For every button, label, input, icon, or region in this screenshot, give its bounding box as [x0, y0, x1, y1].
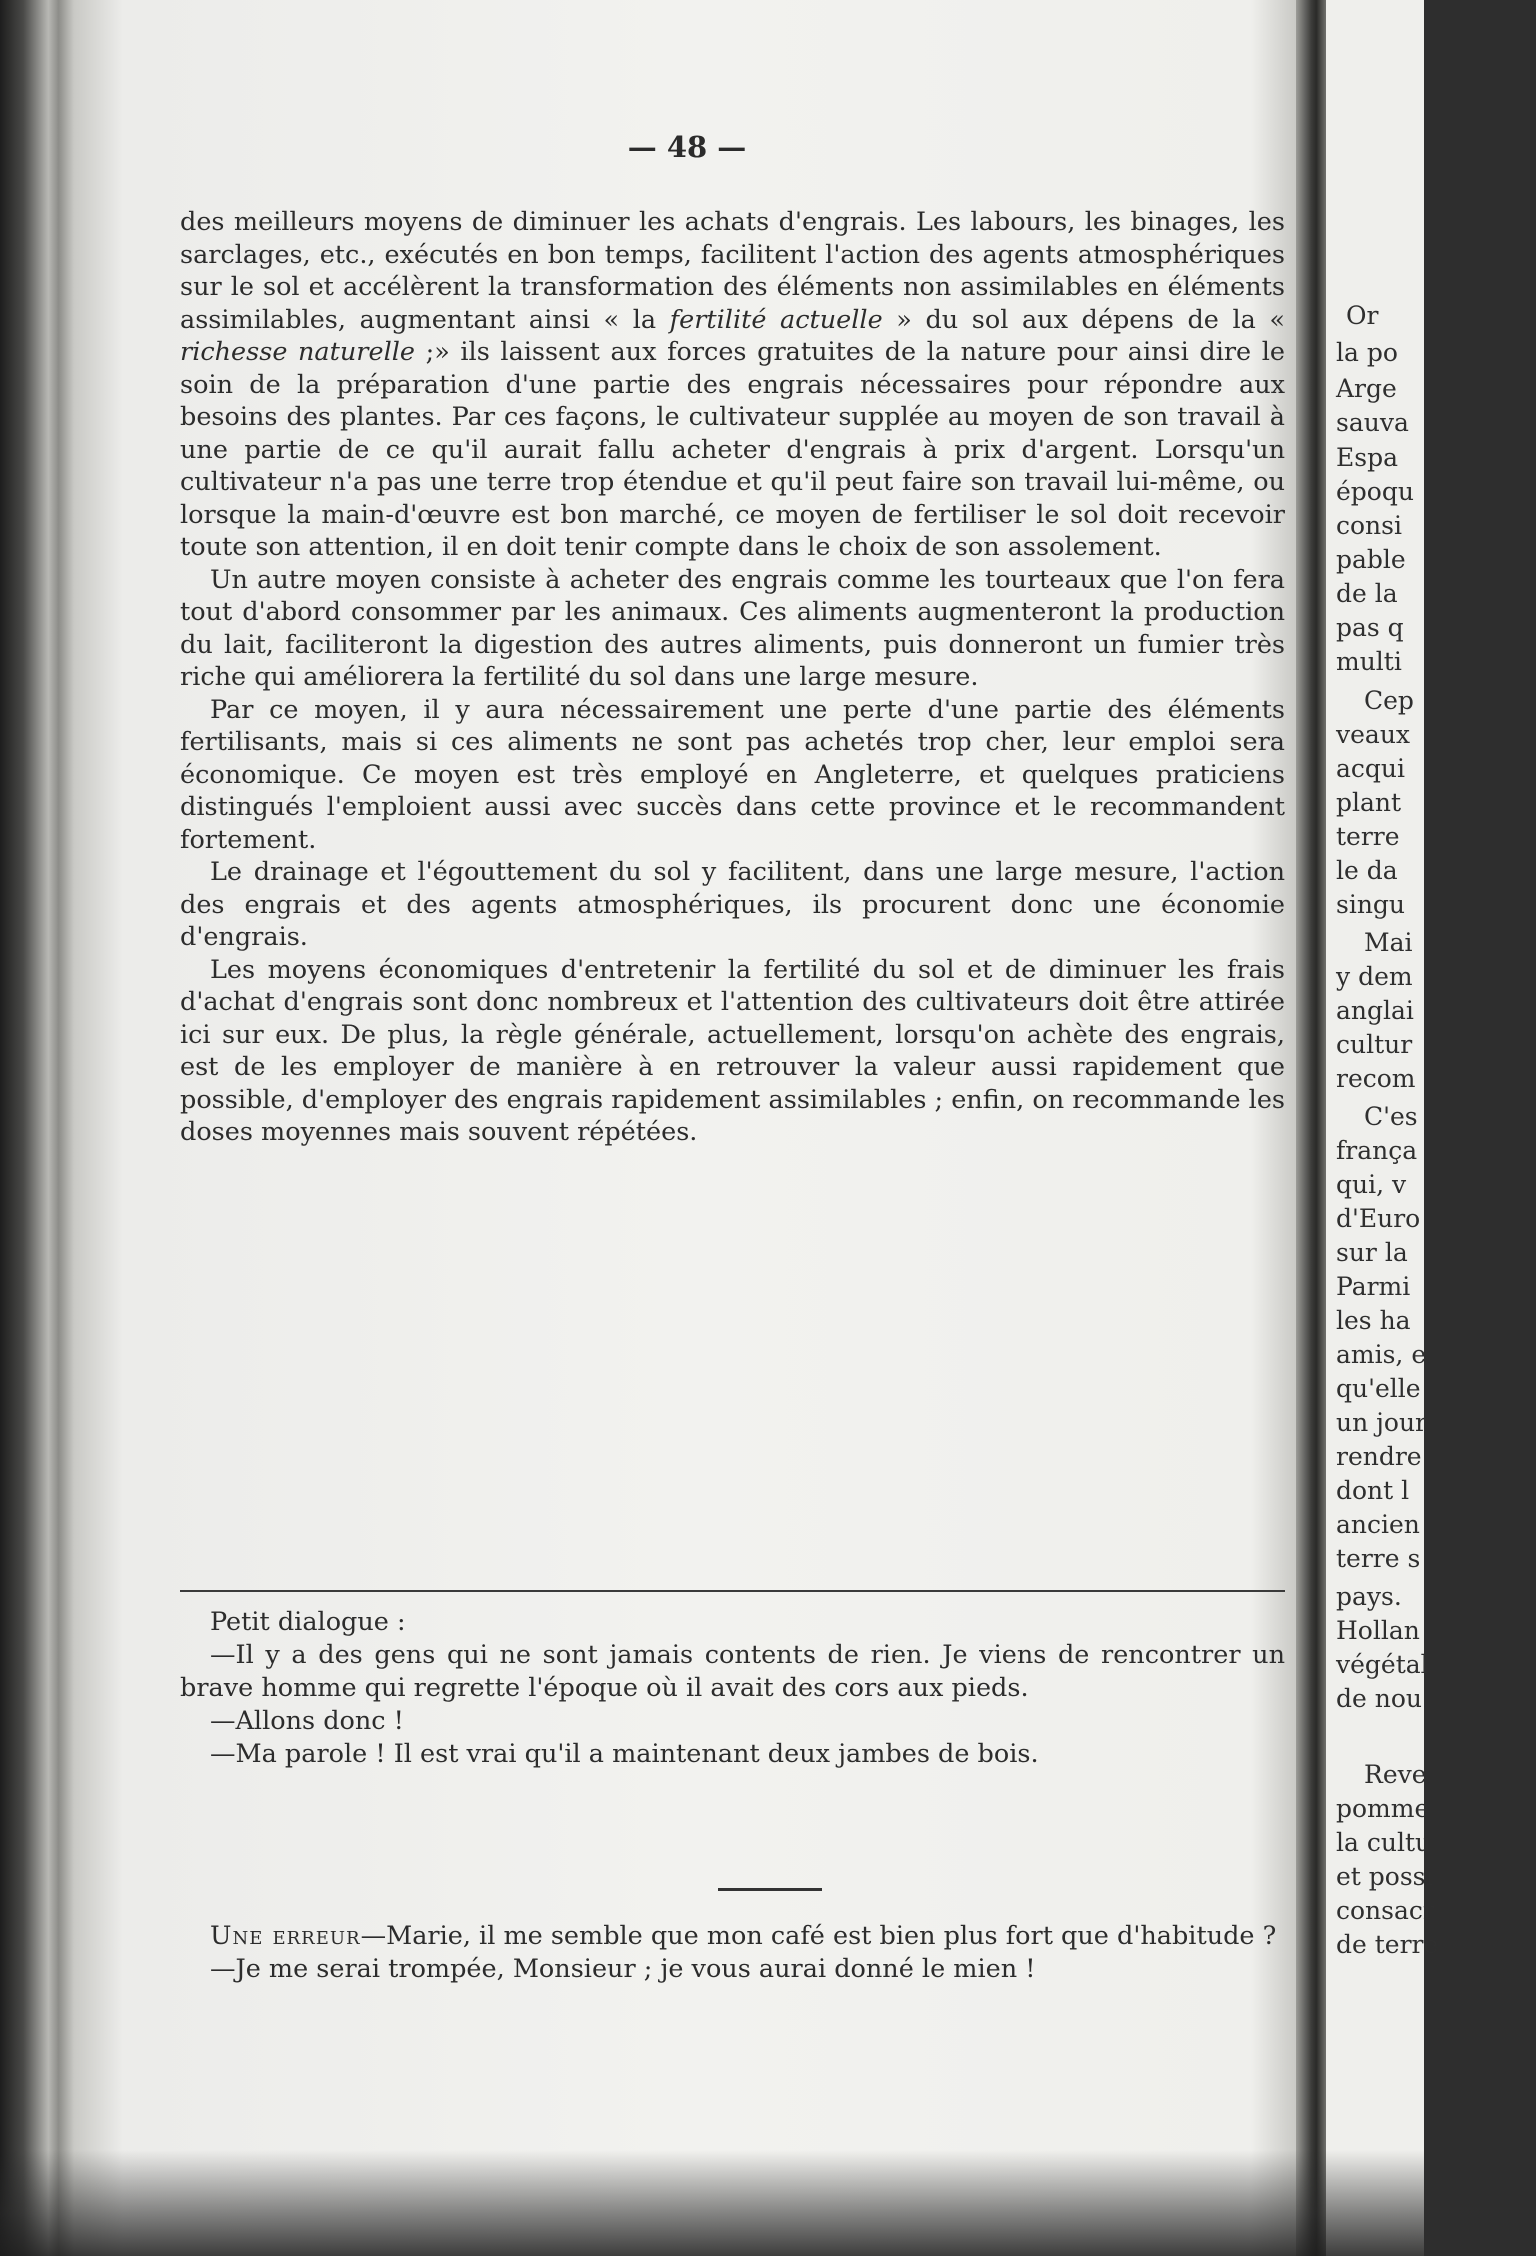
anecdote-reply: —Je me serai trompée, Monsieur ; je vous aurai donné le mien ! — [210, 1954, 1036, 1984]
paragraph-1-part-a: des meilleurs moyens de diminuer les achats d'engrais. Les labours, les binages, les sarclages, etc., exécutés en bon temps, facilitent l'action des agents atmosphériques sur le sol et accélèrent la transformation des éléments non assimilables en éléments assimilables, augmentant ainsi « la — [180, 207, 1285, 335]
next-page-fragment: le da — [1336, 856, 1398, 885]
next-page-fragment: pomme — [1336, 1794, 1430, 1823]
next-page-fragment: pable — [1336, 545, 1406, 574]
next-page-fragment: de nou — [1336, 1684, 1422, 1713]
next-page-fragment: qu'elle — [1336, 1374, 1421, 1403]
next-page-fragment: Or — [1346, 301, 1379, 330]
next-page-fragment: consi — [1336, 511, 1402, 540]
next-page-fragment: anglai — [1336, 996, 1414, 1025]
next-page-fragment: veaux — [1336, 720, 1411, 749]
paragraph-1-part-b: » du sol aux dépens de la « — [882, 304, 1286, 335]
next-page-fragment: rendre — [1336, 1442, 1422, 1471]
paragraph-1-part-c: ;» ils laissent aux forces gratuites de la nature pour ainsi dire le soin de la préparation d'une partie des engrais nécessaires pour répondre aux besoins des plantes. Par ces façons, le cultivateur supplée au moyen de son travail à une partie de ce qu'il aurait fallu acheter d'engrais à prix d'argent. Lorsqu'un cultivateur n'a pas une terre trop étendue et qu'il peut faire son travail lui-même, ou lorsque la main-d'œuvre est bon marché, ce moyen de fertiliser le sol doit recevoir toute son attention, il en doit tenir compte dans le choix de son assolement. — [180, 337, 1285, 562]
next-page-fragment: qui, v — [1336, 1170, 1407, 1199]
next-page-fragment: C'es — [1364, 1102, 1418, 1131]
next-page-fragment: végétal — [1336, 1650, 1429, 1679]
next-page-fragment: cultur — [1336, 1030, 1413, 1059]
next-page-fragment: pays. — [1336, 1582, 1402, 1611]
next-page-fragment: multi — [1336, 647, 1402, 676]
next-page-fragment: consacr — [1336, 1896, 1435, 1925]
next-page-fragment: un jour — [1336, 1408, 1428, 1437]
next-page-fragment: sur la — [1336, 1238, 1408, 1267]
next-page-fragment: plant — [1336, 788, 1402, 817]
paragraph-4: Le drainage et l'égouttement du sol y facilitent, dans une large mesure, l'action des engrais et des agents atmosphériques, ils procurent donc une économie d'engrais. — [180, 857, 1285, 952]
paragraph-2: Un autre moyen consiste à acheter des engrais comme les tourteaux que l'on fera tout d'abord consommer par les animaux. Ces aliments augmenteront la production du lait, faciliteront la digestion des autres aliments, puis donneront un fumier très riche qui améliorera la fertilité du sol dans une large mesure. — [180, 564, 1285, 692]
emphasis-richesse-naturelle: richesse naturelle — [180, 337, 415, 367]
next-page-fragment: terre s — [1336, 1544, 1421, 1573]
dialogue-line-3: —Ma parole ! Il est vrai qu'il a maintenant deux jambes de bois. — [210, 1739, 1039, 1769]
next-page-fragment: d'Euro — [1336, 1204, 1421, 1233]
next-page-fragment: amis, e — [1336, 1340, 1427, 1369]
next-page-fragment: frança — [1336, 1136, 1418, 1165]
next-page-fragment: Espa — [1336, 443, 1398, 472]
next-page-fragment: ancien — [1336, 1510, 1420, 1539]
book-binding-edge — [0, 0, 78, 2256]
next-page-fragment: dont l — [1336, 1476, 1410, 1505]
paragraph-1 — [180, 206, 1285, 564]
next-page-fragment: y dem — [1336, 962, 1413, 991]
bottom-shadow — [0, 2150, 1424, 2256]
next-page-fragment: la cultu — [1336, 1828, 1432, 1857]
paragraph-3: Par ce moyen, il y aura nécessairement une perte d'une partie des éléments fertilisants, mais si ces aliments ne sont pas achetés trop cher, leur emploi sera économique. Ce moyen est très employé en Angleterre, et quelques praticiens distingués l'emploient aussi avec succès dans cette province et le recommandent fortement. — [180, 694, 1285, 855]
next-page-fragment: et possi — [1336, 1862, 1434, 1891]
dialogue-section — [180, 1606, 1285, 1771]
next-page-fragment: époqu — [1336, 477, 1414, 506]
next-page-fragment: Reve — [1364, 1760, 1427, 1789]
next-page-fragment: les ha — [1336, 1306, 1411, 1335]
next-page-fragment: Arge — [1336, 374, 1397, 403]
emphasis-fertilite-actuelle: fertilité actuelle — [669, 304, 883, 335]
next-page-fragment: Cep — [1364, 686, 1414, 715]
dialogue-line-1: —Il y a des gens qui ne sont jamais contents de rien. Je viens de rencontrer un brave homme qui regrette l'époque où il avait des cors aux pieds. — [180, 1640, 1285, 1703]
next-page-fragment: sauva — [1336, 408, 1409, 437]
page-number: — 48 — — [627, 130, 747, 164]
next-page-fragment: de la — [1336, 579, 1398, 608]
next-page-fragment: Hollan — [1336, 1616, 1420, 1645]
book-gutter — [1296, 0, 1330, 2256]
main-text-block — [180, 206, 1285, 1149]
anecdote-heading: Une erreur — [210, 1921, 361, 1951]
next-page-fragment: terre — [1336, 822, 1400, 851]
dialogue-line-2: —Allons donc ! — [210, 1706, 404, 1736]
next-page-fragment: recom — [1336, 1064, 1416, 1093]
next-page-fragment: la po — [1336, 338, 1398, 367]
dialogue-title: Petit dialogue : — [210, 1607, 406, 1637]
next-page-fragment: singu — [1336, 890, 1406, 919]
next-page-fragment: acqui — [1336, 754, 1406, 783]
paragraph-5: Les moyens économiques d'entretenir la fertilité du sol et de diminuer les frais d'achat d'engrais sont donc nombreux et l'attention des cultivateurs doit être attirée ici sur eux. De plus, la règle générale, actuellement, lorsqu'on achète des engrais, est de les employer de manière à en retrouver la valeur aussi rapidement que possible, d'employer des engrais rapidement assimilables ; enfin, on recommande les doses moyennes mais souvent répétées. — [180, 954, 1286, 1147]
next-page-fragment: de terre — [1336, 1930, 1439, 1959]
anecdote-first-line — [180, 1920, 1285, 1953]
anecdote-section — [180, 1920, 1285, 1986]
anecdote-question: —Marie, il me semble que mon café est bien plus fort que d'habitude ? — [360, 1921, 1277, 1951]
short-divider — [718, 1888, 822, 1891]
next-page-fragment: Mai — [1364, 928, 1413, 957]
next-page-fragment: pas q — [1336, 613, 1404, 642]
section-divider — [180, 1590, 1285, 1592]
next-page-fragment: Parmi — [1336, 1272, 1411, 1301]
